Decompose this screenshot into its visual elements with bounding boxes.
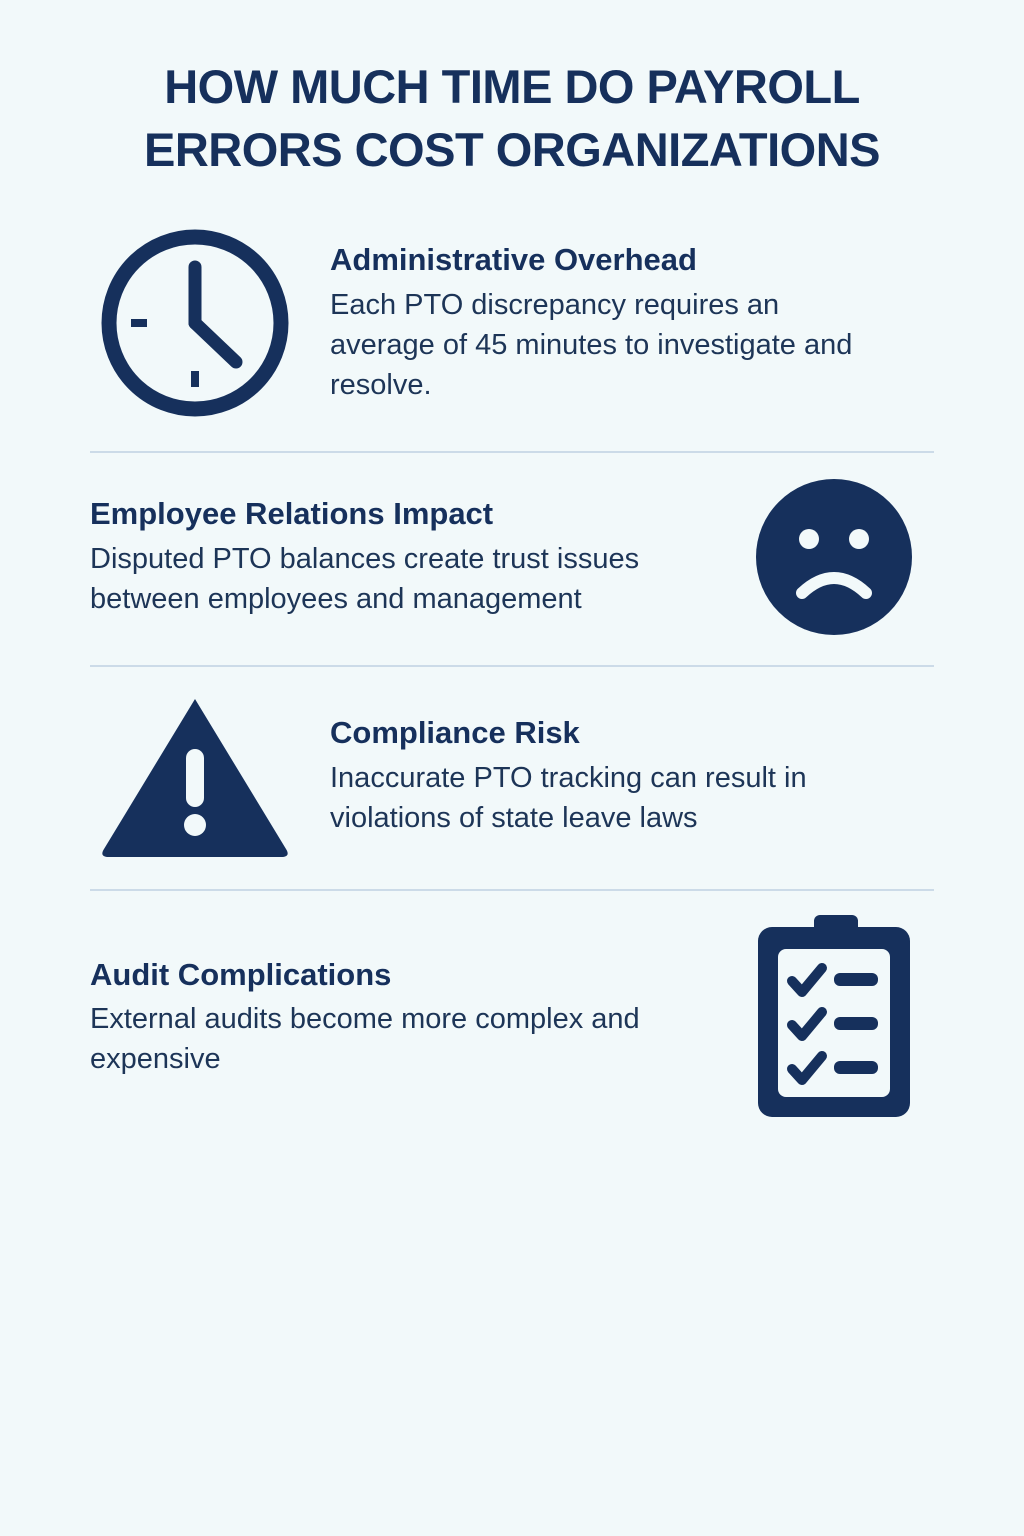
item-title: Employee Relations Impact xyxy=(90,496,494,532)
page-title-line-2: ERRORS COST ORGANIZATIONS xyxy=(143,122,881,176)
clock-icon xyxy=(90,223,300,423)
page-title xyxy=(90,0,934,181)
list-item xyxy=(90,471,934,647)
sad-face-icon xyxy=(734,477,934,637)
warning-triangle-icon xyxy=(90,691,300,861)
list-item xyxy=(90,909,934,1130)
item-list xyxy=(90,217,934,1130)
item-title: Administrative Overhead xyxy=(330,242,697,278)
item-description: Inaccurate PTO tracking can result in violations of state leave laws xyxy=(330,761,807,834)
divider xyxy=(90,451,934,453)
list-item xyxy=(90,685,934,871)
item-description: Each PTO discrepancy requires an average of 45 minutes to investigate and resolve. xyxy=(330,288,853,401)
divider xyxy=(90,665,934,667)
item-title: Compliance Risk xyxy=(330,715,580,751)
item-description: External audits become more complex and expensive xyxy=(90,1003,640,1076)
divider xyxy=(90,889,934,891)
item-text xyxy=(330,714,934,837)
item-title: Audit Complications xyxy=(90,956,392,992)
item-text xyxy=(90,495,704,618)
clipboard-checklist-icon xyxy=(734,915,934,1120)
page-title-line-1: HOW MUCH TIME DO PAYROLL xyxy=(164,60,860,113)
list-item xyxy=(90,217,934,433)
item-description: Disputed PTO balances create trust issues between employees and management xyxy=(90,542,640,615)
item-text xyxy=(330,241,934,404)
item-text xyxy=(90,956,704,1079)
